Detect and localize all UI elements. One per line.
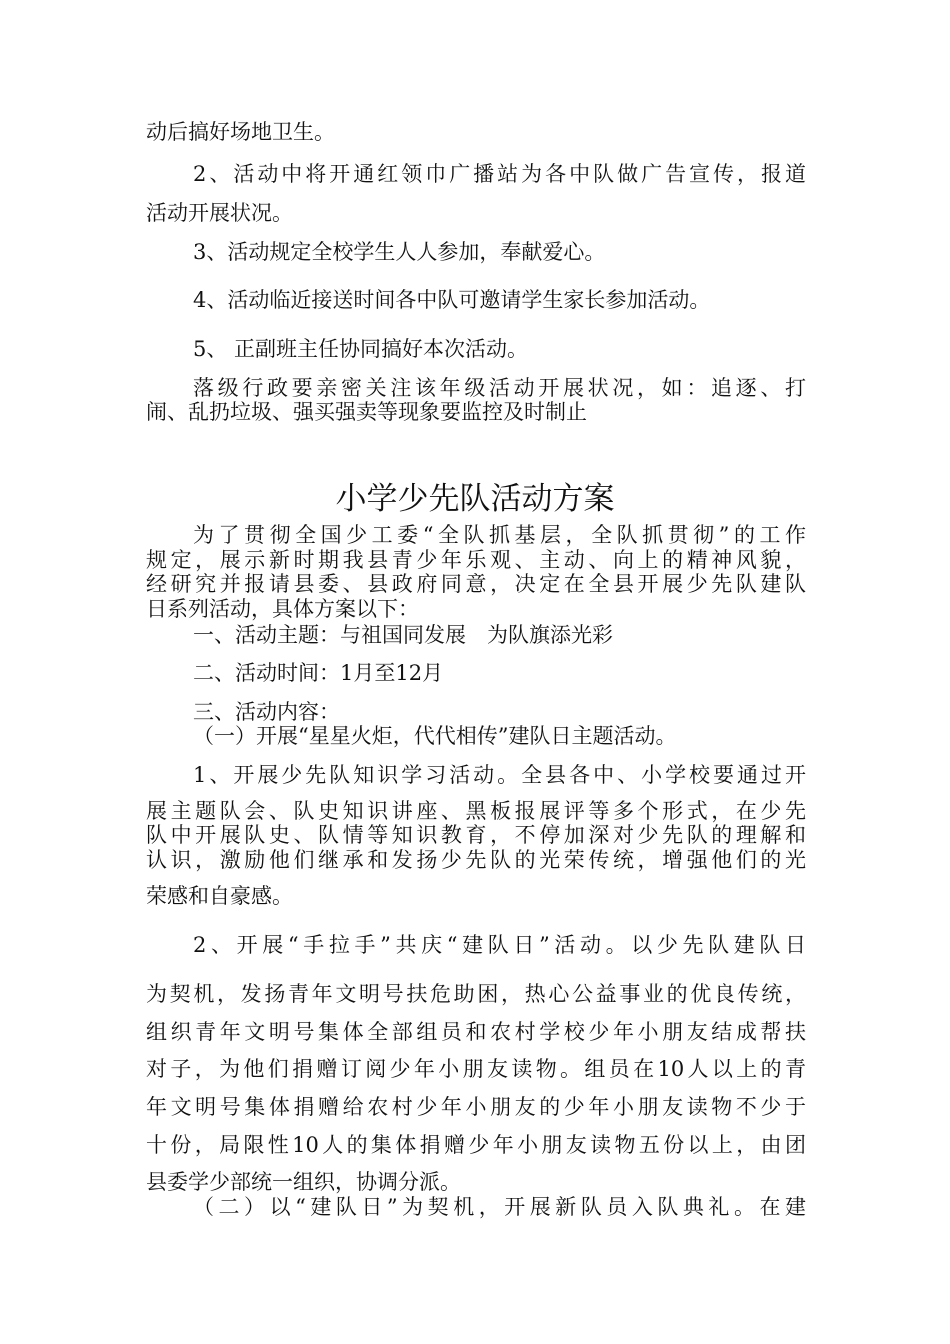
paragraph-line: 1、开展少先队知识学习活动。全县各中、小学校要通过开 xyxy=(193,763,806,787)
paragraph-line: 经研究并报请县委、县政府同意，决定在全县开展少先队建队 xyxy=(146,572,806,596)
paragraph-line: 动后搞好场地卫生。 xyxy=(146,120,335,144)
paragraph-line: 一、活动主题：与祖国同发展 为队旗添光彩 xyxy=(193,623,613,647)
paragraph-line: 规定，展示新时期我县青少年乐观、主动、向上的精神风貌， xyxy=(146,548,806,572)
paragraph-line: 日系列活动，具体方案以下： xyxy=(146,597,419,621)
paragraph-line: （二）以“建队日”为契机，开展新队员入队典礼。在建 xyxy=(193,1195,806,1219)
paragraph-line: 3、活动规定全校学生人人参加，奉献爱心。 xyxy=(193,240,606,264)
paragraph-line: 2、活动中将开通红领巾广播站为各中队做广告宣传，报道 xyxy=(193,162,806,186)
page-title: 小学少先队活动方案 xyxy=(335,481,615,517)
paragraph-line: 为契机，发扬青年文明号扶危助困，热心公益事业的优良传统， xyxy=(146,982,806,1006)
paragraph-line: 二、活动时间：1月至12月 xyxy=(193,661,444,685)
paragraph-line: 为了贯彻全国少工委“全队抓基层，全队抓贯彻”的工作 xyxy=(193,523,806,547)
paragraph-line: 队中开展队史、队情等知识教育，不停加深对少先队的理解和 xyxy=(146,823,806,847)
paragraph-line: 对子，为他们捐赠订阅少年小朋友读物。组员在10人以上的青 xyxy=(146,1057,806,1081)
paragraph-line: 活动开展状况。 xyxy=(146,201,293,225)
paragraph-line: 荣感和自豪感。 xyxy=(146,884,293,908)
paragraph-line: 组织青年文明号集体全部组员和农村学校少年小朋友结成帮扶 xyxy=(146,1020,806,1044)
paragraph-line: 认识，激励他们继承和发扬少先队的光荣传统，增强他们的光 xyxy=(146,848,806,872)
paragraph-line: 落级行政要亲密关注该年级活动开展状况，如：追逐、打 xyxy=(193,376,806,400)
paragraph-line: 展主题队会、队史知识讲座、黑板报展评等多个形式，在少先 xyxy=(146,799,806,823)
paragraph-line: 三、活动内容： xyxy=(193,700,340,724)
paragraph-line: 闹、乱扔垃圾、强买强卖等现象要监控及时制止 xyxy=(146,400,587,424)
paragraph-line: 2、开展“手拉手”共庆“建队日”活动。以少先队建队日 xyxy=(193,933,806,957)
paragraph-line: 5、 正副班主任协同搞好本次活动。 xyxy=(193,337,529,361)
paragraph-line: （一）开展“星星火炬，代代相传”建队日主题活动。 xyxy=(193,724,677,748)
paragraph-line: 县委学少部统一组织，协调分派。 xyxy=(146,1170,461,1194)
paragraph-line: 4、活动临近接送时间各中队可邀请学生家长参加活动。 xyxy=(193,288,711,312)
paragraph-line: 十份，局限性10人的集体捐赠少年小朋友读物五份以上，由团 xyxy=(146,1133,806,1157)
paragraph-line: 年文明号集体捐赠给农村少年小朋友的少年小朋友读物不少于 xyxy=(146,1095,806,1119)
